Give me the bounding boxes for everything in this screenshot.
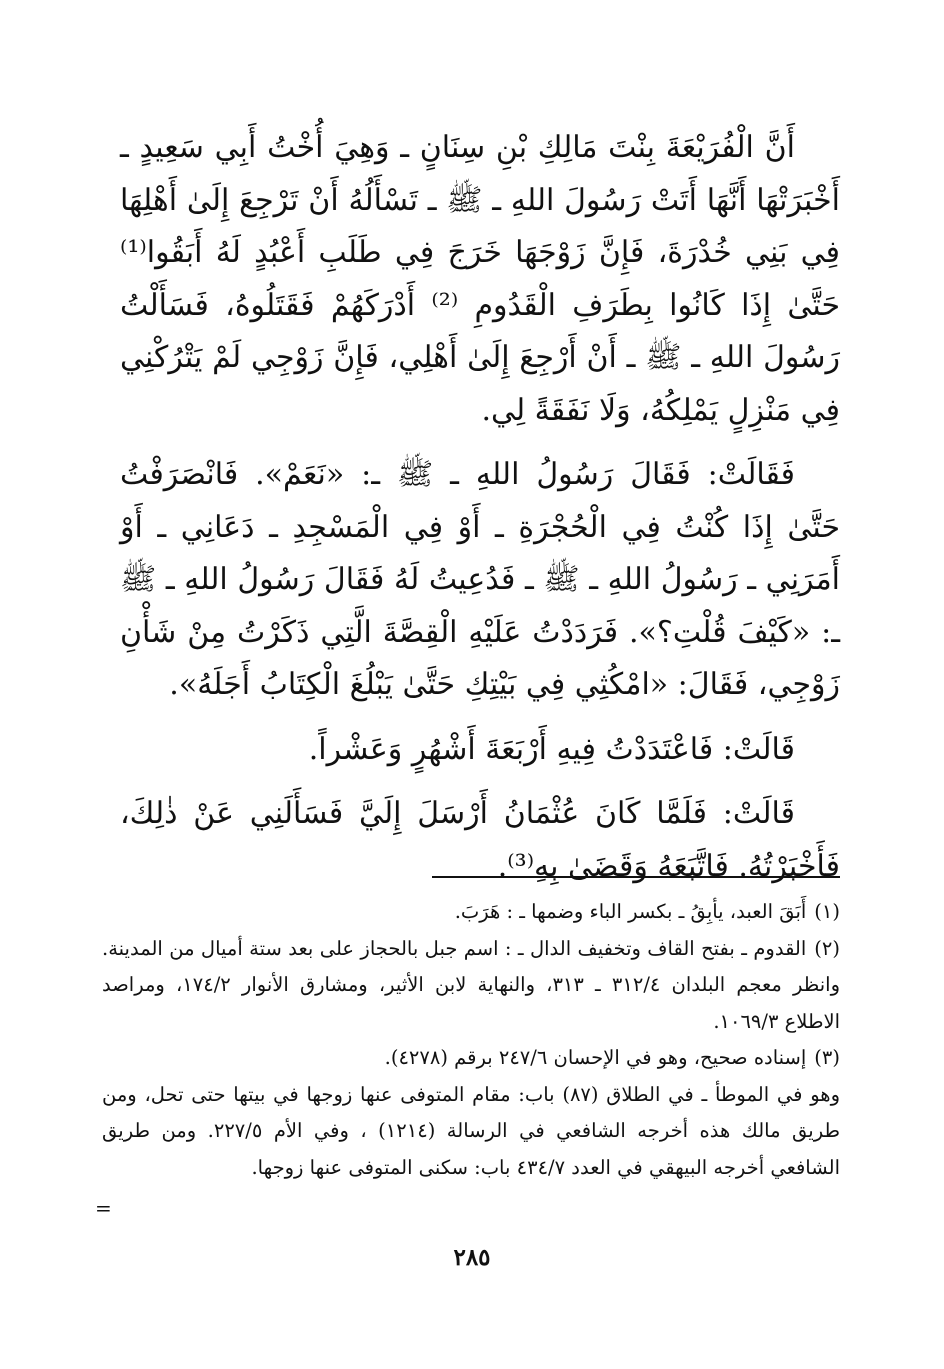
paragraph-3: قَالَتْ: فَاعْتَدَدْتُ فِيهِ أَرْبَعَةَ أَشْهُرٍ وَعَشْراً. [308,731,795,767]
footnote-2-number: (٢) [814,936,840,960]
footnote-3-text: إسناده صحيح، وهو في الإحسان ٢٤٧/٦ برقم (٤٢٧٨). [384,1046,807,1069]
paragraph-4: قَالَتْ: فَلَمَّا كَانَ عُثْمَانُ أَرْسَلَ إِلَيَّ فَسَأَلَنِي عَنْ ذٰلِكَ، فَأَخْبَرْتُهُ. فَاتَّبَعَهُ وَقَضَىٰ بِهِ⁽³⁾. [120,796,840,884]
footnote-3-continuation: وهو في الموطأ ـ في الطلاق (٨٧) باب: مقام المتوفى عنها زوجها في بيتها حتى تحل، ومن طريق مالك هذه أخرجه الشافعي في الرسالة (١٢١٤) ، وفي الأم ٢٢٧/٥. ومن طريق الشافعي أخرجه البيهقي في العدد ٤٣٤/٧ باب: سكنى المتوفى عنها زوجها. [102,1082,840,1179]
main-text [120,122,840,905]
footnote-1-text: أَبَقَ العبد، يأبِقُ ـ بكسر الباء وضمها ـ : هَرَبَ. [454,900,807,923]
footnote-1 [102,894,840,931]
page-number: ٢٨٥ [453,1244,491,1271]
paragraph-1: أَنَّ الْفُرَيْعَةَ بِنْتَ مَالِكِ بْنِ سِنَانٍ ـ وَهِيَ أُخْتُ أَبِي سَعِيدٍ ـ أَخْبَرَتْهَا أَنَّهَا أَتَتْ رَسُولَ اللهِ ـ ﷺ ـ تَسْأَلُهُ أَنْ تَرْجِعَ إِلَىٰ أَهْلِهَا فِي بَنِي خُدْرَةَ، فَإِنَّ زَوْجَهَا خَرَجَ فِي طَلَبِ أَعْبُدٍ لَهُ أَبَقُوا⁽¹⁾ حَتَّىٰ إِذَا كَانُوا بِطَرَفِ الْقَدُومِ ⁽²⁾ أَدْرَكَهُمْ فَقَتَلُوهُ، فَسَأَلْتُ رَسُولَ اللهِ ـ ﷺ ـ أَنْ أَرْجِعَ إِلَىٰ أَهْلِي، فَإِنَّ زَوْجِي لَمْ يَتْرُكْنِي فِي مَنْزِلٍ يَمْلِكُهُ، وَلَا نَفَقَةً لِي. [120,130,840,428]
footnote-2-text: القدوم ـ بفتح القاف وتخفيف الدال ـ : اسم جبل بالحجاز على بعد ستة أميال من المدينة. وانظر معجم البلدان ٣١٢/٤ ـ ٣١٣، والنهاية لابن الأثير، ومشارق الأنوار ١٧٤/٢، ومراصد الاطلاع ١٠٦٩/٣. [102,936,840,1033]
paragraph-2: فَقَالَتْ: فَقَالَ رَسُولُ اللهِ ـ ﷺ ـ: «نَعَمْ». فَانْصَرَفْتُ حَتَّىٰ إِذَا كُنْتُ فِي الْحُجْرَةِ ـ أَوْ فِي الْمَسْجِدِ ـ دَعَانِي ـ أَوْ أَمَرَنِي ـ رَسُولُ اللهِ ـ ﷺ ـ فَدُعِيتُ لَهُ فَقَالَ رَسُولُ اللهِ ـ ﷺ ـ: «كَيْفَ قُلْتِ؟». فَرَدَدْتُ عَلَيْهِ الْقِصَّةَ الَّتِي ذَكَرْتُ مِنْ شَأْنِ زَوْجِي، فَقَالَ: «امْكُثِي فِي بَيْتِكِ حَتَّىٰ يَبْلُغَ الْكِتَابُ أَجَلَهُ». [120,457,840,702]
footnote-divider [432,876,840,878]
footnote-1-number: (١) [814,900,840,923]
footnote-2 [102,931,840,1041]
footnote-3 [102,1040,840,1077]
continuation-mark: = [95,1196,112,1220]
footnote-3-number: (٣) [814,1046,840,1069]
footnotes [102,894,840,1186]
